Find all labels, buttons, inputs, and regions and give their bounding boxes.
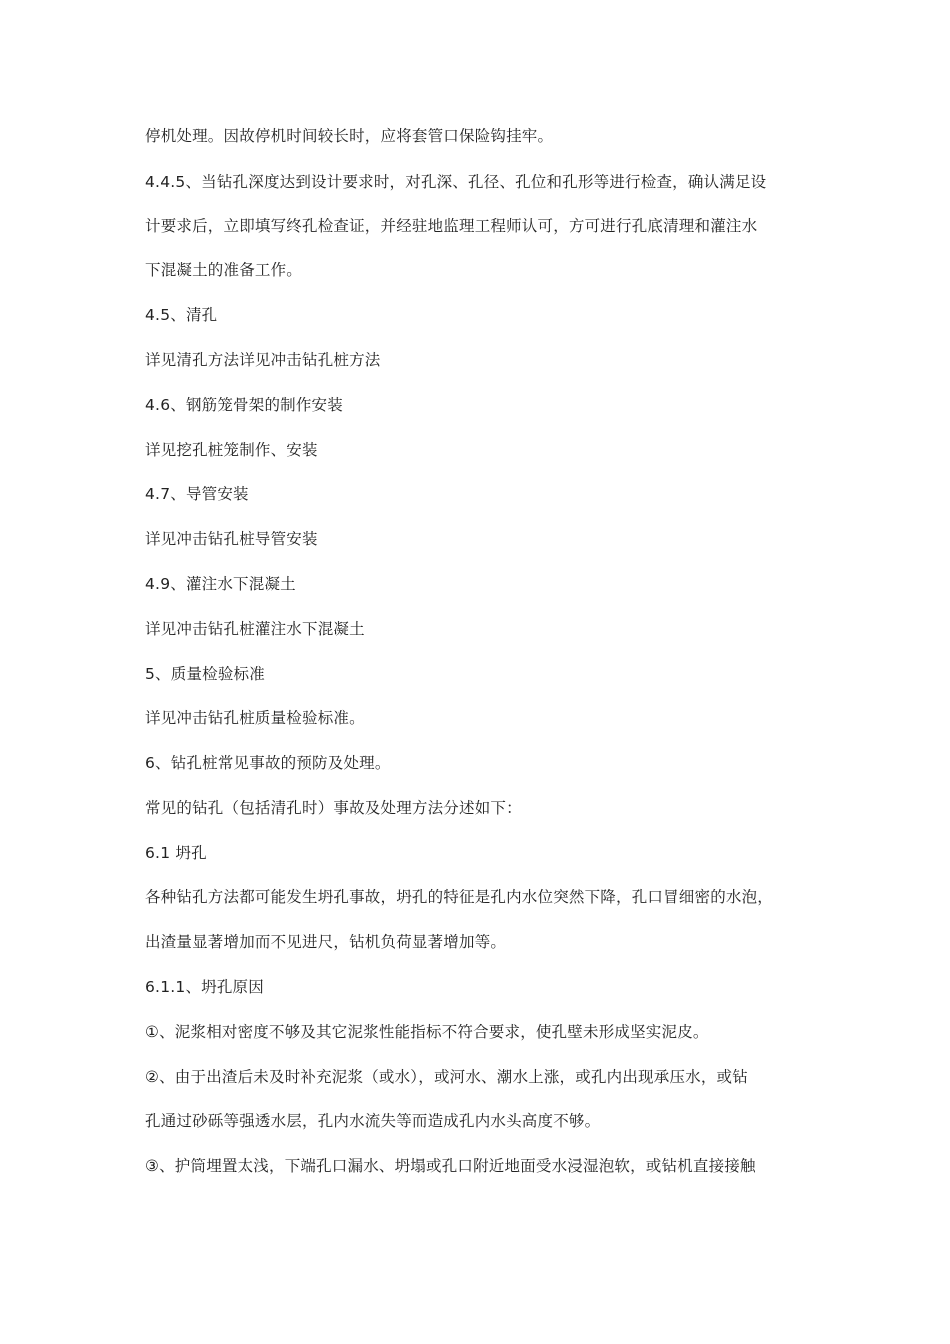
- text-line: ②、由于出渣后未及时补充泥浆（或水），或河水、潮水上涨，或孔内出现承压水，或钻: [145, 1068, 748, 1086]
- section-heading: 5、质量检验标准: [145, 665, 265, 683]
- text-line: 孔通过砂砾等强透水层，孔内水流失等而造成孔内水头高度不够。: [145, 1112, 601, 1130]
- section-heading: 6、钻孔桩常见事故的预防及处理。: [145, 754, 391, 772]
- section-heading: 4.6、钢筋笼骨架的制作安装: [145, 396, 343, 414]
- text-line: 停机处理。因故停机时间较长时，应将套管口保险钩挂牢。: [145, 127, 554, 145]
- text-line: 详见冲击钻孔桩质量检验标准。: [145, 709, 365, 727]
- text-line: ③、护筒埋置太浅，下端孔口漏水、坍塌或孔口附近地面受水浸湿泡软，或钻机直接接触: [145, 1157, 756, 1175]
- text-line: 各种钻孔方法都可能发生坍孔事故，坍孔的特征是孔内水位突然下降，孔口冒细密的水泡，: [145, 888, 774, 906]
- text-line: ①、泥浆相对密度不够及其它泥浆性能指标不符合要求，使孔壁未形成坚实泥皮。: [145, 1023, 709, 1041]
- text-line: 常见的钻孔（包括清孔时）事故及处理方法分述如下：: [145, 799, 522, 817]
- section-heading: 4.5、清孔: [145, 306, 218, 324]
- section-heading: 6.1.1、坍孔原因: [145, 978, 264, 996]
- section-heading: 4.9、灌注水下混凝土: [145, 575, 296, 593]
- text-line: 出渣量显著增加而不见进尺，钻机负荷显著增加等。: [145, 933, 507, 951]
- text-line: 详见冲击钻孔桩灌注水下混凝土: [145, 620, 365, 638]
- text-line: 4.4.5、当钻孔深度达到设计要求时，对孔深、孔径、孔位和孔形等进行检查，确认满足设: [145, 173, 767, 191]
- section-heading: 4.7、导管安装: [145, 485, 249, 503]
- text-line: 下混凝土的准备工作。: [145, 261, 303, 279]
- text-line: 详见挖孔桩笼制作、安装: [145, 441, 318, 459]
- text-line: 详见清孔方法详见冲击钻孔桩方法: [145, 351, 381, 369]
- section-heading: 6.1 坍孔: [145, 844, 207, 862]
- text-line: 详见冲击钻孔桩导管安装: [145, 530, 318, 548]
- text-line: 计要求后，立即填写终孔检查证，并经驻地监理工程师认可，方可进行孔底清理和灌注水: [145, 217, 758, 235]
